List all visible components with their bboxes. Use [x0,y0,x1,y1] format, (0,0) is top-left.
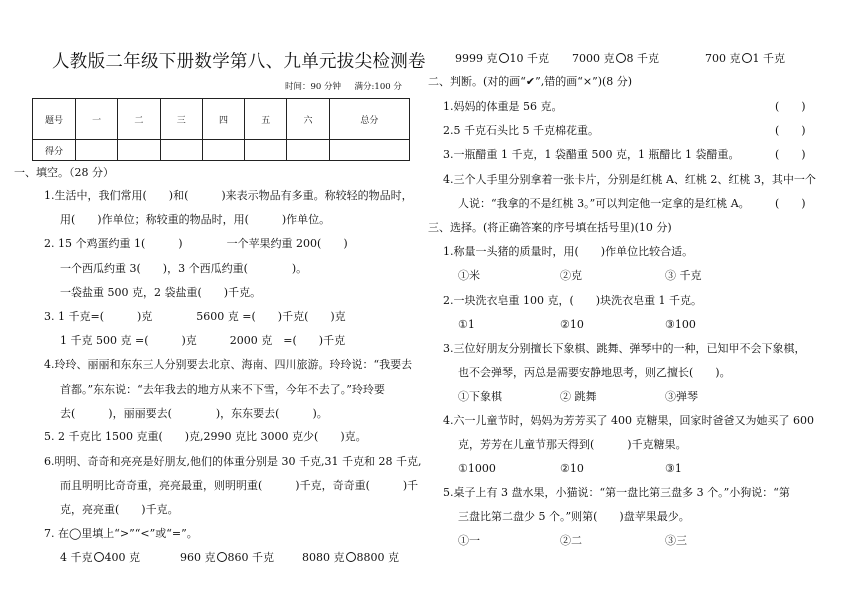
column-header: 总分 [329,99,409,140]
compare-circle[interactable] [616,53,626,63]
exam-meta [285,80,402,92]
option[interactable]: ③弹琴 [665,390,698,403]
option[interactable]: ②10 [560,318,584,331]
compare-item: 7000 克 8 千克 [572,52,659,65]
question-line: 1.妈妈的体重是 56 克。 [443,100,563,113]
question-line: 5. 2 千克比 1500 克重( )克,2990 克比 3000 克少( )克。 [44,430,367,443]
compare-circle[interactable] [742,53,752,63]
option[interactable]: ①米 [458,269,480,282]
compare-item: 4 千克 400 克 [60,551,140,564]
compare-circle[interactable] [346,552,356,562]
option[interactable]: ①一 [458,534,480,547]
option[interactable]: ③1 [665,462,682,475]
option[interactable]: ①1 [458,318,475,331]
full-score: 满分:100 分 [354,82,402,92]
score-cell[interactable] [202,140,244,161]
option[interactable]: ③100 [665,318,696,331]
question-line: 4.六一儿童节时，妈妈为芳芳买了 400 克糖果，回家时爸爸又为她买了 600 [443,414,814,427]
question-line: 也不会弹琴，丙总是需要安静地思考，则乙擅长( )。 [458,366,731,379]
score-cell[interactable] [118,140,160,161]
column-header: 一 [76,99,118,140]
option[interactable]: ②10 [560,462,584,475]
question-line: 克，芳芳在儿童节那天得到( )千克糖果。 [458,438,687,451]
column-header: 四 [202,99,244,140]
compare-item: 8080 克 8800 克 [302,551,399,564]
time-limit: 时间：90 分钟 [285,82,342,92]
question-line: 3.一瓶醋重 1 千克，1 袋醋重 500 克，1 瓶醋比 1 袋醋重。 [443,148,740,161]
question-line: 2.一块洗衣皂重 100 克，( )块洗衣皂重 1 千克。 [443,294,703,307]
option[interactable]: ② 跳舞 [560,390,597,403]
compare-item: 700 克 1 千克 [705,52,785,65]
question-line: 而且明明比奇奇重，亮亮最重，则明明重( )千克，奇奇重( )千 [60,479,419,492]
question-line: 克，亮亮重( )千克。 [60,503,179,516]
question-line: 人说：“我拿的不是红桃 3。”可以判定他一定拿的是红桃 A。 [458,197,750,210]
option[interactable]: ②二 [560,534,582,547]
section-heading: 三、选择。(将正确答案的序号填在括号里)(10 分) [428,221,672,234]
option[interactable]: ③ 千克 [665,269,702,282]
option[interactable]: ③三 [665,534,687,547]
compare-item: 960 克 860 千克 [180,551,274,564]
question-number-label: 题号 [33,99,76,140]
section-heading: 二、判断。(对的画“✔”,错的画“×”)(8 分) [428,75,633,88]
column-header: 五 [245,99,287,140]
score-cell[interactable] [245,140,287,161]
question-line: 4.三个人手里分别拿着一张卡片，分别是红桃 A、红桃 2、红桃 3，其中一个 [443,173,816,186]
question-line: 三盘比第二盘少 5 个。”则第( )盘苹果最少。 [458,510,690,523]
question-line: 5.桌子上有 3 盘水果，小猫说：“第一盘比第三盘多 3 个。”小狗说：“第 [443,486,790,499]
compare-circle[interactable] [499,53,509,63]
compare-item: 9999 克 10 千克 [455,52,549,65]
score-cell[interactable] [76,140,118,161]
score-cell[interactable] [329,140,409,161]
question-line: 1 千克 500 克 =( )克 2000 克 =( )千克 [60,334,346,347]
question-line: 4.玲玲、丽丽和东东三人分别要去北京、海南、四川旅游。玲玲说：“我要去 [44,358,413,371]
score-cell[interactable] [287,140,329,161]
section-heading: 一、填空。（28 分） [14,166,114,179]
question-line: 6.明明、奇奇和亮亮是好朋友,他们的体重分别是 30 千克,31 千克和 28 千克, [44,455,422,468]
answer-paren[interactable]: ( ) [775,148,806,161]
page-title: 人教版二年级下册数学第八、九单元拔尖检测卷 [52,52,426,72]
score-label: 得分 [33,140,76,161]
option[interactable]: ①1000 [458,462,496,475]
column-header: 三 [160,99,202,140]
score-table [32,98,410,161]
question-line: 一个西瓜约重 3( )，3 个西瓜约重( )。 [60,262,308,275]
question-line: 3. 1 千克=( )克 5600 克 =( )千克( )克 [44,310,346,323]
compare-circle[interactable] [94,552,104,562]
answer-paren[interactable]: ( ) [775,197,806,210]
answer-paren[interactable]: ( ) [775,100,806,113]
question-line: 2. 15 个鸡蛋约重 1( ) 一个苹果约重 200( ) [44,237,348,250]
option[interactable]: ①下象棋 [458,390,502,403]
question-line: 1.称量一头猪的质量时，用( )作单位比较合适。 [443,245,694,258]
option[interactable]: ②克 [560,269,582,282]
question-line: 去( )，丽丽要去( )，东东要去( )。 [60,407,328,420]
question-line: 7. 在◯里填上“>”“<”或“=”。 [44,527,198,540]
column-header: 六 [287,99,329,140]
question-line: 用( )作单位；称较重的物品时，用( )作单位。 [60,213,331,226]
question-line: 2.5 千克石头比 5 千克棉花重。 [443,124,599,137]
answer-paren[interactable]: ( ) [775,124,806,137]
compare-circle[interactable] [217,552,227,562]
question-line: 3.三位好朋友分别擅长下象棋、跳舞、弹琴中的一种，已知甲不会下象棋， [443,342,806,355]
question-line: 首都。”东东说：“去年我去的地方从来不下雪，今年不去了。”玲玲要 [60,383,385,396]
question-line: 一袋盐重 500 克，2 袋盐重( )千克。 [60,286,262,299]
question-line: 1.生活中，我们常用( )和( )来表示物品有多重。称较轻的物品时， [44,189,413,202]
column-header: 二 [118,99,160,140]
score-cell[interactable] [160,140,202,161]
